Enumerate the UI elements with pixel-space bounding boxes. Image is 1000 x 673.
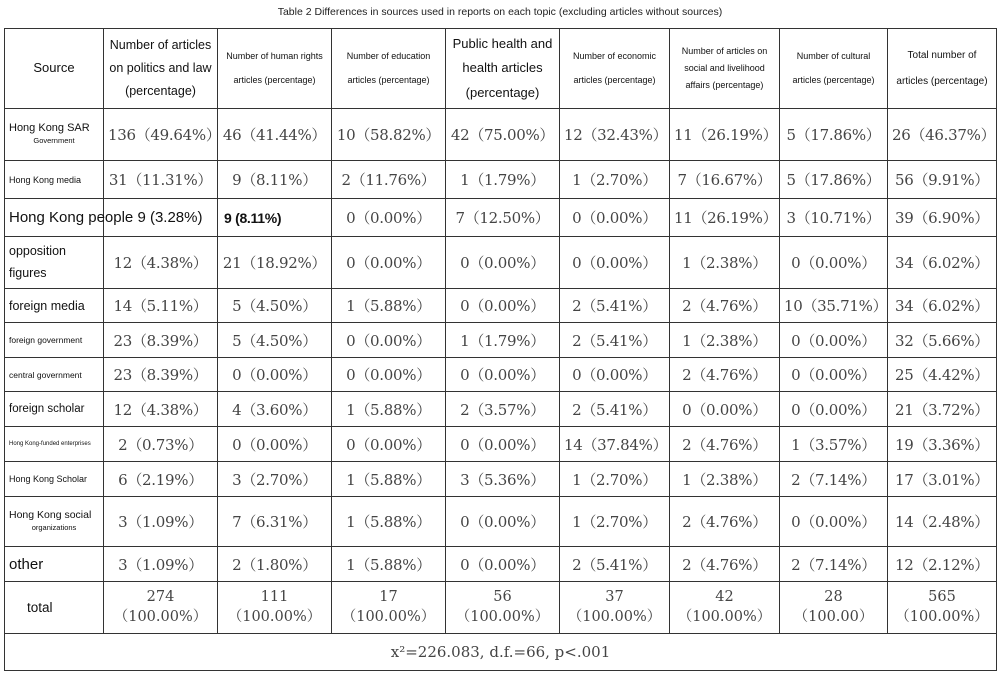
cell-education: 0（0.00%） [332, 199, 446, 237]
total-count: 111 [260, 588, 289, 605]
cell-total: 56（9.91%） [888, 161, 997, 199]
header-economic: Number of economic articles (percentage) [560, 29, 670, 109]
cell-health: 0（0.00%） [446, 289, 560, 323]
cell-social: 11（26.19%） [670, 109, 780, 161]
cell-economic: 0（0.00%） [560, 237, 670, 289]
cell-education: 0（0.00%） [332, 358, 446, 392]
cell-social: 1（2.38%） [670, 237, 780, 289]
total-count: 565 [928, 588, 956, 605]
total-cell-social [670, 582, 780, 634]
cell-total: 25（4.42%） [888, 358, 997, 392]
cell-human-rights: 9 (8.11%) [218, 199, 332, 237]
cell-health: 1（1.79%） [446, 323, 560, 358]
cell-politics: 6（2.19%） [104, 462, 218, 497]
total-count: 274 [146, 588, 175, 605]
cell-cultural: 1（3.57%） [780, 427, 888, 462]
cell-education: 1（5.88%） [332, 392, 446, 427]
total-label: total [5, 582, 104, 634]
cell-economic: 2（5.41%） [560, 547, 670, 582]
cell-health: 3（5.36%） [446, 462, 560, 497]
cell-total: 34（6.02%） [888, 289, 997, 323]
total-percent: （100.00%） [895, 608, 989, 625]
table-row [5, 427, 997, 462]
cell-education: 0（0.00%） [332, 237, 446, 289]
cell-health: 42（75.00%） [446, 109, 560, 161]
cell-social: 0（0.00%） [670, 392, 780, 427]
table-row [5, 161, 997, 199]
total-percent: （100.00） [793, 608, 874, 625]
row-source-label: Hong Kong-funded enterprises [5, 427, 104, 462]
total-count: 37 [605, 588, 624, 605]
cell-politics: 31（11.31%） [104, 161, 218, 199]
header-health: Public health and health articles (percentage) [446, 29, 560, 109]
cell-total: 32（5.66%） [888, 323, 997, 358]
sources-table [4, 28, 997, 671]
cell-social: 1（2.38%） [670, 462, 780, 497]
row-source [5, 497, 104, 547]
cell-economic: 0（0.00%） [560, 199, 670, 237]
row-source [5, 109, 104, 161]
cell-total: 39（6.90%） [888, 199, 997, 237]
cell-health: 1（1.79%） [446, 161, 560, 199]
cell-cultural: 2（7.14%） [780, 547, 888, 582]
cell-politics: 3（1.09%） [104, 547, 218, 582]
cell-human-rights: 0（0.00%） [218, 427, 332, 462]
cell-human-rights: 7（6.31%） [218, 497, 332, 547]
row-source-label: foreign scholar [5, 392, 104, 427]
statistic-row [5, 634, 997, 671]
total-percent: （100.00%） [227, 608, 322, 625]
total-count: 28 [824, 588, 843, 605]
row-source-label: Hong Kong SAR [9, 121, 90, 134]
cell-education: 2（11.76%） [332, 161, 446, 199]
header-politics [104, 29, 218, 109]
cell-cultural: 0（0.00%） [780, 497, 888, 547]
table-row [5, 547, 997, 582]
cell-health: 0（0.00%） [446, 237, 560, 289]
cell-health: 7（12.50%） [446, 199, 560, 237]
row-source-label: foreign media [5, 289, 104, 323]
cell-human-rights: 3（2.70%） [218, 462, 332, 497]
total-percent: （100.00%） [113, 608, 208, 625]
header-cultural: Number of cultural articles (percentage) [780, 29, 888, 109]
total-percent: （100.00%） [455, 608, 550, 625]
cell-education: 1（5.88%） [332, 497, 446, 547]
row-source-label: Hong Kong media [5, 161, 104, 199]
cell-education: 1（5.88%） [332, 289, 446, 323]
header-social: Number of articles on social and livelihood affairs (percentage) [670, 29, 780, 109]
cell-economic: 2（5.41%） [560, 289, 670, 323]
row-source-label: central government [5, 358, 104, 392]
cell-economic: 2（5.41%） [560, 323, 670, 358]
row-source-label: Hong Kong Scholar [5, 462, 104, 497]
cell-economic: 0（0.00%） [560, 358, 670, 392]
row-source-label: opposition figures [5, 237, 104, 289]
total-cell-cultural [780, 582, 888, 634]
table-row [5, 289, 997, 323]
cell-cultural: 3（10.71%） [780, 199, 888, 237]
cell-total: 21（3.72%） [888, 392, 997, 427]
cell-health: 0（0.00%） [446, 358, 560, 392]
total-percent: （100.00%） [341, 608, 436, 625]
row-source-label: Hong Kong people 9 (3.28%) [9, 208, 203, 226]
table-row [5, 199, 997, 237]
header-politics-label: Number of articles on politics and law (percentage) [109, 37, 212, 99]
cell-cultural: 0（0.00%） [780, 323, 888, 358]
cell-cultural: 2（7.14%） [780, 462, 888, 497]
cell-social: 2（4.76%） [670, 358, 780, 392]
cell-politics: 14（5.11%） [104, 289, 218, 323]
cell-politics: 12（4.38%） [104, 237, 218, 289]
cell-politics: 12（4.38%） [104, 392, 218, 427]
header-education: Number of education articles (percentage) [332, 29, 446, 109]
cell-human-rights: 2（1.80%） [218, 547, 332, 582]
cell-cultural: 0（0.00%） [780, 237, 888, 289]
cell-education: 1（5.88%） [332, 547, 446, 582]
cell-social: 2（4.76%） [670, 497, 780, 547]
cell-total: 26（46.37%） [888, 109, 997, 161]
cell-health: 2（3.57%） [446, 392, 560, 427]
cell-education: 1（5.88%） [332, 462, 446, 497]
cell-politics: 136（49.64%） [104, 109, 218, 161]
header-total: Total number of articles (percentage) [888, 29, 997, 109]
cell-social: 2（4.76%） [670, 289, 780, 323]
cell-economic: 1（2.70%） [560, 462, 670, 497]
total-cell-economic [560, 582, 670, 634]
cell-cultural: 10（35.71%） [780, 289, 888, 323]
total-cell-education [332, 582, 446, 634]
cell-economic: 12（32.43%） [560, 109, 670, 161]
table-row [5, 497, 997, 547]
cell-economic: 2（5.41%） [560, 392, 670, 427]
row-source-label: other [5, 547, 104, 582]
table-row [5, 323, 997, 358]
cell-education: 0（0.00%） [332, 427, 446, 462]
total-row [5, 582, 997, 634]
cell-social: 11（26.19%） [670, 199, 780, 237]
row-source-sublabel: organizations [31, 522, 77, 532]
cell-economic: 1（2.70%） [560, 161, 670, 199]
cell-health: 0（0.00%） [446, 547, 560, 582]
cell-human-rights: 4（3.60%） [218, 392, 332, 427]
cell-education: 10（58.82%） [332, 109, 446, 161]
header-human-rights: Number of human rights articles (percentage) [218, 29, 332, 109]
cell-politics: 3（1.09%） [104, 497, 218, 547]
row-source-sublabel: Government [33, 136, 75, 146]
table-caption: Table 2 Differences in sources used in reports on each topic (excluding articles without sources) [277, 6, 723, 18]
cell-social: 2（4.76%） [670, 427, 780, 462]
cell-cultural: 0（0.00%） [780, 392, 888, 427]
cell-social: 1（2.38%） [670, 323, 780, 358]
row-source [5, 199, 203, 237]
header-row [5, 29, 997, 109]
cell-cultural: 0（0.00%） [780, 358, 888, 392]
cell-human-rights: 5（4.50%） [218, 323, 332, 358]
row-source-label: Hong Kong social [9, 509, 92, 522]
cell-total: 12（2.12%） [888, 547, 997, 582]
table-row [5, 109, 997, 161]
table-row [5, 462, 997, 497]
cell-total: 14（2.48%） [888, 497, 997, 547]
total-cell-politics [104, 582, 218, 634]
chi-square-statistic: x²=226.083, d.f.=66, p<.001 [5, 634, 997, 671]
cell-social: 7（16.67%） [670, 161, 780, 199]
table-row [5, 392, 997, 427]
cell-total: 34（6.02%） [888, 237, 997, 289]
total-percent: （100.00%） [567, 608, 662, 625]
cell-total: 19（3.36%） [888, 427, 997, 462]
total-count: 56 [493, 588, 512, 605]
total-count: 42 [715, 588, 734, 605]
cell-human-rights: 5（4.50%） [218, 289, 332, 323]
cell-human-rights: 21（18.92%） [218, 237, 332, 289]
cell-total: 17（3.01%） [888, 462, 997, 497]
cell-economic: 1（2.70%） [560, 497, 670, 547]
cell-health: 0（0.00%） [446, 427, 560, 462]
cell-politics: 23（8.39%） [104, 358, 218, 392]
cell-human-rights: 46（41.44%） [218, 109, 332, 161]
cell-social: 2（4.76%） [670, 547, 780, 582]
total-percent: （100.00%） [677, 608, 772, 625]
total-count: 17 [379, 588, 398, 605]
table-row [5, 358, 997, 392]
cell-education: 0（0.00%） [332, 323, 446, 358]
row-source-label: foreign government [5, 323, 104, 358]
cell-economic: 14（37.84%） [560, 427, 670, 462]
cell-human-rights: 0（0.00%） [218, 358, 332, 392]
total-cell-health [446, 582, 560, 634]
cell-health: 0（0.00%） [446, 497, 560, 547]
total-cell-total [888, 582, 997, 634]
cell-cultural: 5（17.86%） [780, 161, 888, 199]
cell-politics: 23（8.39%） [104, 323, 218, 358]
cell-politics: 2（0.73%） [104, 427, 218, 462]
header-source: Source [5, 29, 104, 109]
table-row [5, 237, 997, 289]
cell-human-rights: 9（8.11%） [218, 161, 332, 199]
cell-cultural: 5（17.86%） [780, 109, 888, 161]
total-cell-human-rights [218, 582, 332, 634]
